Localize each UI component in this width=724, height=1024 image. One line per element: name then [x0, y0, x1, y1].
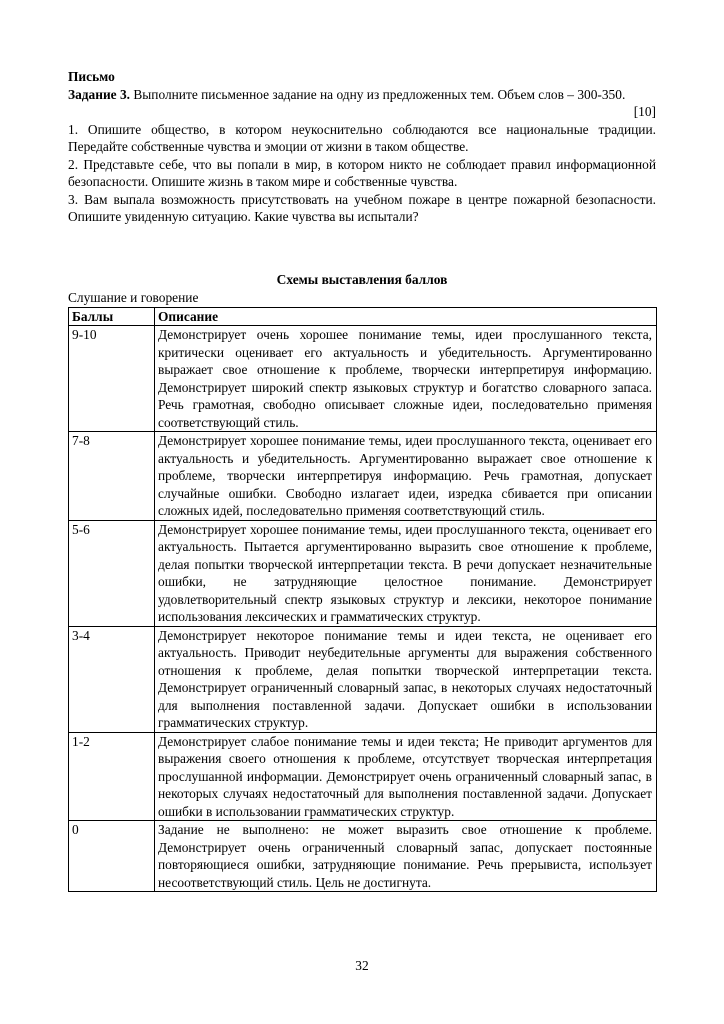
document-page — [68, 68, 656, 892]
section-title: Письмо — [68, 69, 115, 84]
prompt-1: 1. Опишите общество, в котором неукоснительно соблюдаются все национальные традиции. Передайте собственные чувства и эмоции от жизни в таком обществе. — [68, 121, 656, 154]
score-cell: 7-8 — [69, 432, 155, 521]
page-number: 32 — [355, 958, 369, 973]
score-cell: 5-6 — [69, 520, 155, 626]
score-cell: 1-2 — [69, 732, 155, 821]
prompt-3: 3. Вам выпала возможность присутствовать на учебном пожаре в центре пожарной безопасности. Опишите увиденную ситуацию. Какие чувства вы испытали? — [68, 191, 656, 224]
score-cell: 9-10 — [69, 326, 155, 432]
task-points: [10] — [633, 104, 656, 119]
description-cell: Демонстрирует слабое понимание темы и идеи текста; Не приводит аргументов для выражения своего отношения к проблеме, отсутствует творческая интерпретация прослушанной информации. Демонстрирует очень ограниченный словарный запас, в некоторых случаях недостаточный для выполнения поставленной задачи. Допускает ошибки в использовании грамматических структур. — [155, 732, 657, 821]
score-cell: 0 — [69, 821, 155, 892]
table-row — [69, 626, 657, 732]
description-cell: Задание не выполнено: не может выразить свое отношение к проблеме. Демонстрирует очень ограниченный словарный запас, допускает постоянные повторяющиеся ошибки, затрудняющие понимание. Речь прерывиста, использует несоответствующий стиль. Цель не достигнута. — [155, 821, 657, 892]
table-row — [69, 432, 657, 521]
description-cell: Демонстрирует очень хорошее понимание темы, идеи прослушанного текста, критически оценивает его актуальность и убедительность. Аргументированно выражает свое отношение к проблеме, творчески интерпретируя информацию. Демонстрирует широкий спектр языковых структур и богатство словарного запаса. Речь грамотная, свободно описывает сложные идеи, последовательно применяя соответствующий стиль. — [155, 326, 657, 432]
scoring-scheme-title: Схемы выставления баллов — [276, 271, 448, 287]
table-caption: Слушание и говорение — [68, 290, 199, 305]
task-label: Задание 3. — [68, 86, 130, 102]
task-text: Выполните письменное задание на одну из предложенных тем. Объем слов – 300-350. — [130, 86, 626, 102]
task-statement — [68, 86, 656, 104]
table-row — [69, 821, 657, 892]
score-cell: 3-4 — [69, 626, 155, 732]
description-cell: Демонстрирует хорошее понимание темы, идеи прослушанного текста, оценивает его актуальность. Пытается аргументированно выразить свое отношение к проблеме, делая попытки творческой интерпретации текста. В речи допускает незначительные ошибки, не затрудняющие целостное понимание. Демонстрирует удовлетворительный спектр языковых структур и лексики, некоторое понимание использования лексических и грамматических структур. — [155, 520, 657, 626]
description-cell: Демонстрирует некоторое понимание темы и идеи текста, не оценивает его актуальность. Приводит неубедительные аргументы для выражения собственного отношения к проблеме, делая попытки творческой интерпретации текста. Демонстрирует ограниченный словарный запас, в некоторых случаях недостаточный для выполнения поставленной задачи. Допускает ошибки в использовании грамматических структур. — [155, 626, 657, 732]
header-score: Баллы — [69, 307, 155, 326]
scoring-table — [68, 307, 657, 893]
table-row — [69, 520, 657, 626]
table-row — [69, 732, 657, 821]
header-description: Описание — [155, 307, 657, 326]
table-header-row — [69, 307, 657, 326]
table-row — [69, 326, 657, 432]
prompt-2: 2. Представьте себе, что вы попали в мир, в котором никто не соблюдает правил информационной безопасности. Опишите жизнь в таком мире и собственные чувства. — [68, 156, 656, 189]
description-cell: Демонстрирует хорошее понимание темы, идеи прослушанного текста, оценивает его актуальность и убедительность. Аргументированно выражает свое отношение к проблеме, творчески интерпретируя информацию. Речь грамотная, допускает случайные ошибки. Свободно излагает идеи, изредка сбивается при описании сложных идей, последовательно применяя соответствующий стиль. — [155, 432, 657, 521]
